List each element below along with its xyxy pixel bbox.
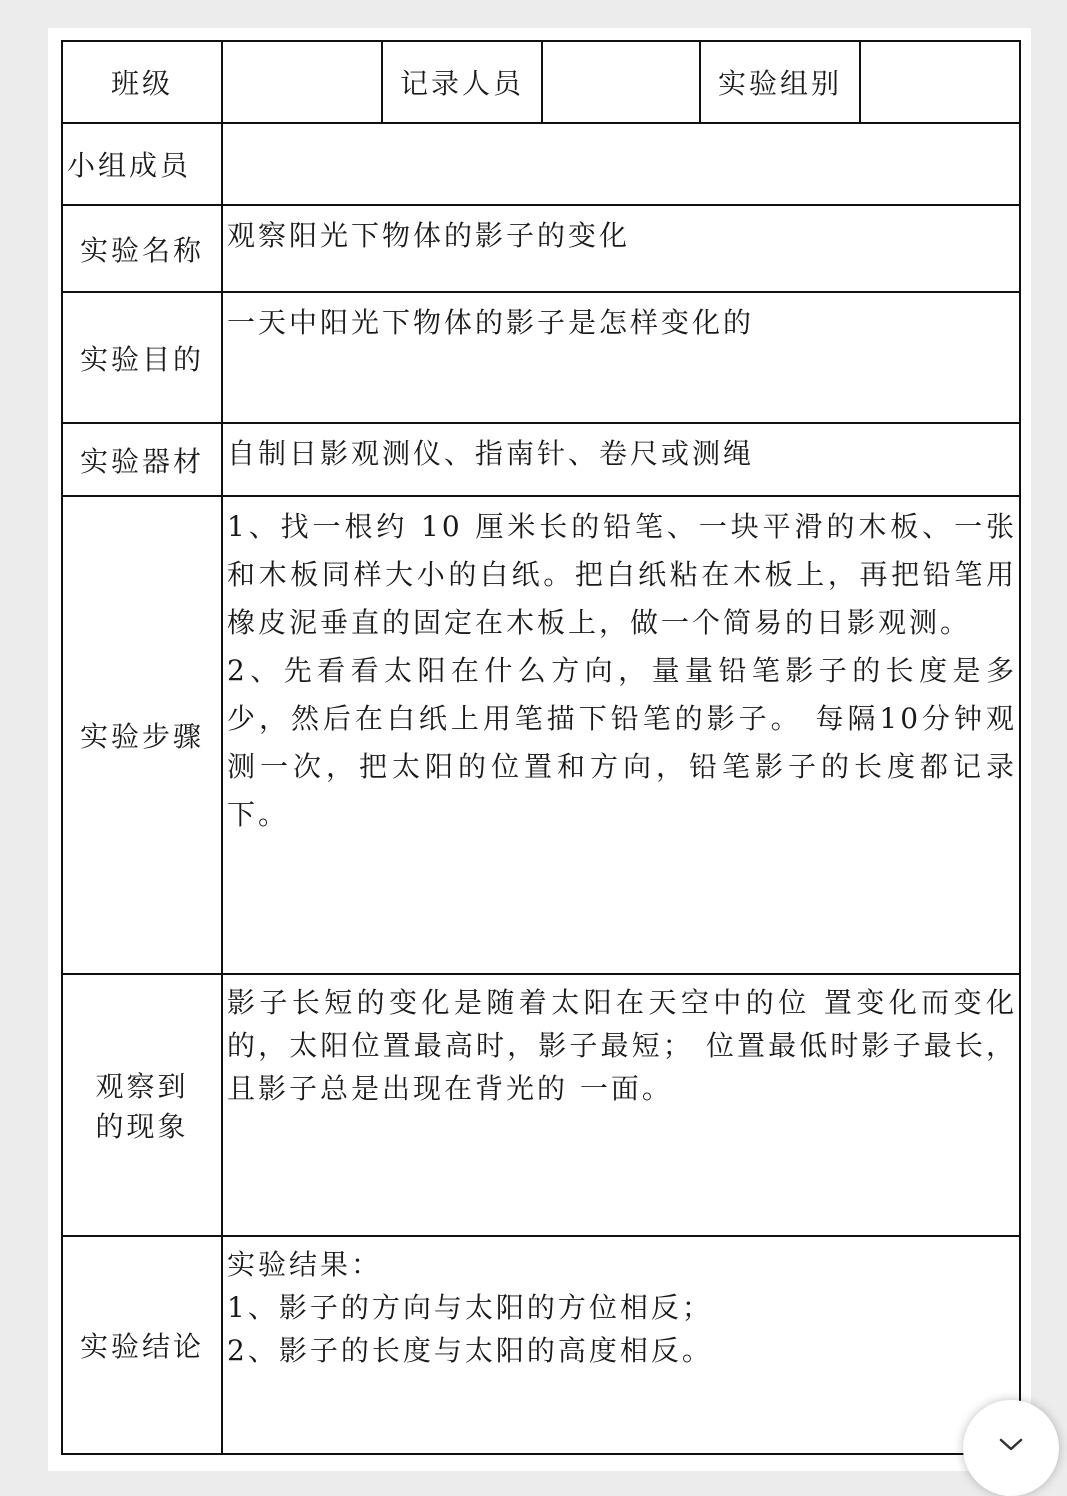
purpose-row: [62, 292, 1020, 423]
scroll-down-button[interactable]: [963, 1400, 1059, 1496]
materials-value: 自制日影观测仪、指南针、卷尺或测绳: [222, 423, 1020, 496]
step-1-text: 1、找一根约 10 厘米长的铅笔、一块平滑的木板、一张和木板同样大小的白纸。把白纸粘在木板上，再把铅笔用橡皮泥垂直的固定在木板上，做一个简易的日影观测。: [227, 510, 1017, 639]
class-value-cell: [222, 41, 382, 123]
phenomena-label-line1: 观察到: [95, 1070, 189, 1103]
conclusion-heading: 实验结果：: [227, 1248, 383, 1281]
materials-label: 实验器材: [62, 423, 222, 496]
experiment-name-value: 观察阳光下物体的影子的变化: [222, 205, 1020, 292]
experiment-name-row: [62, 205, 1020, 292]
phenomena-label-line2: 的现象: [95, 1110, 189, 1143]
conclusion-point-1: 1、影子的方向与太阳的方位相反；: [227, 1291, 713, 1324]
experiment-name-label: 实验名称: [62, 205, 222, 292]
group-label: 实验组别: [700, 41, 860, 123]
members-row: [62, 123, 1020, 205]
steps-value: [222, 496, 1020, 974]
chevron-down-icon: [999, 1438, 1023, 1452]
class-label: 班级: [62, 41, 222, 123]
phenomena-row: [62, 974, 1020, 1236]
recorder-value-cell: [542, 41, 700, 123]
experiment-record-table: [61, 40, 1021, 1455]
recorder-label: 记录人员: [382, 41, 542, 123]
conclusion-value: [222, 1236, 1020, 1454]
materials-row: [62, 423, 1020, 496]
steps-row: [62, 496, 1020, 974]
header-row: [62, 41, 1020, 123]
conclusion-point-2: 2、影子的长度与太阳的高度相反。: [227, 1334, 713, 1367]
group-value-cell: [860, 41, 1020, 123]
step-2-text: 2、先看看太阳在什么方向，量量铅笔影子的长度是多少，然后在白纸上用笔描下铅笔的影子。 每隔10分钟观测一次，把太阳的位置和方向，铅笔影子的长度都记录下。: [227, 654, 1017, 831]
phenomena-value: 影子长短的变化是随着太阳在天空中的位 置变化而变化的，太阳位置最高时，影子最短； 位置最低时影子最长， 且影子总是出现在背光的 一面。: [222, 974, 1020, 1236]
members-label: 小组成员: [62, 123, 222, 205]
purpose-value: 一天中阳光下物体的影子是怎样变化的: [222, 292, 1020, 423]
conclusion-label: 实验结论: [62, 1236, 222, 1454]
steps-label: 实验步骤: [62, 496, 222, 974]
phenomena-label: [62, 974, 222, 1236]
conclusion-row: [62, 1236, 1020, 1454]
purpose-label: 实验目的: [62, 292, 222, 423]
members-value-cell: [222, 123, 1020, 205]
